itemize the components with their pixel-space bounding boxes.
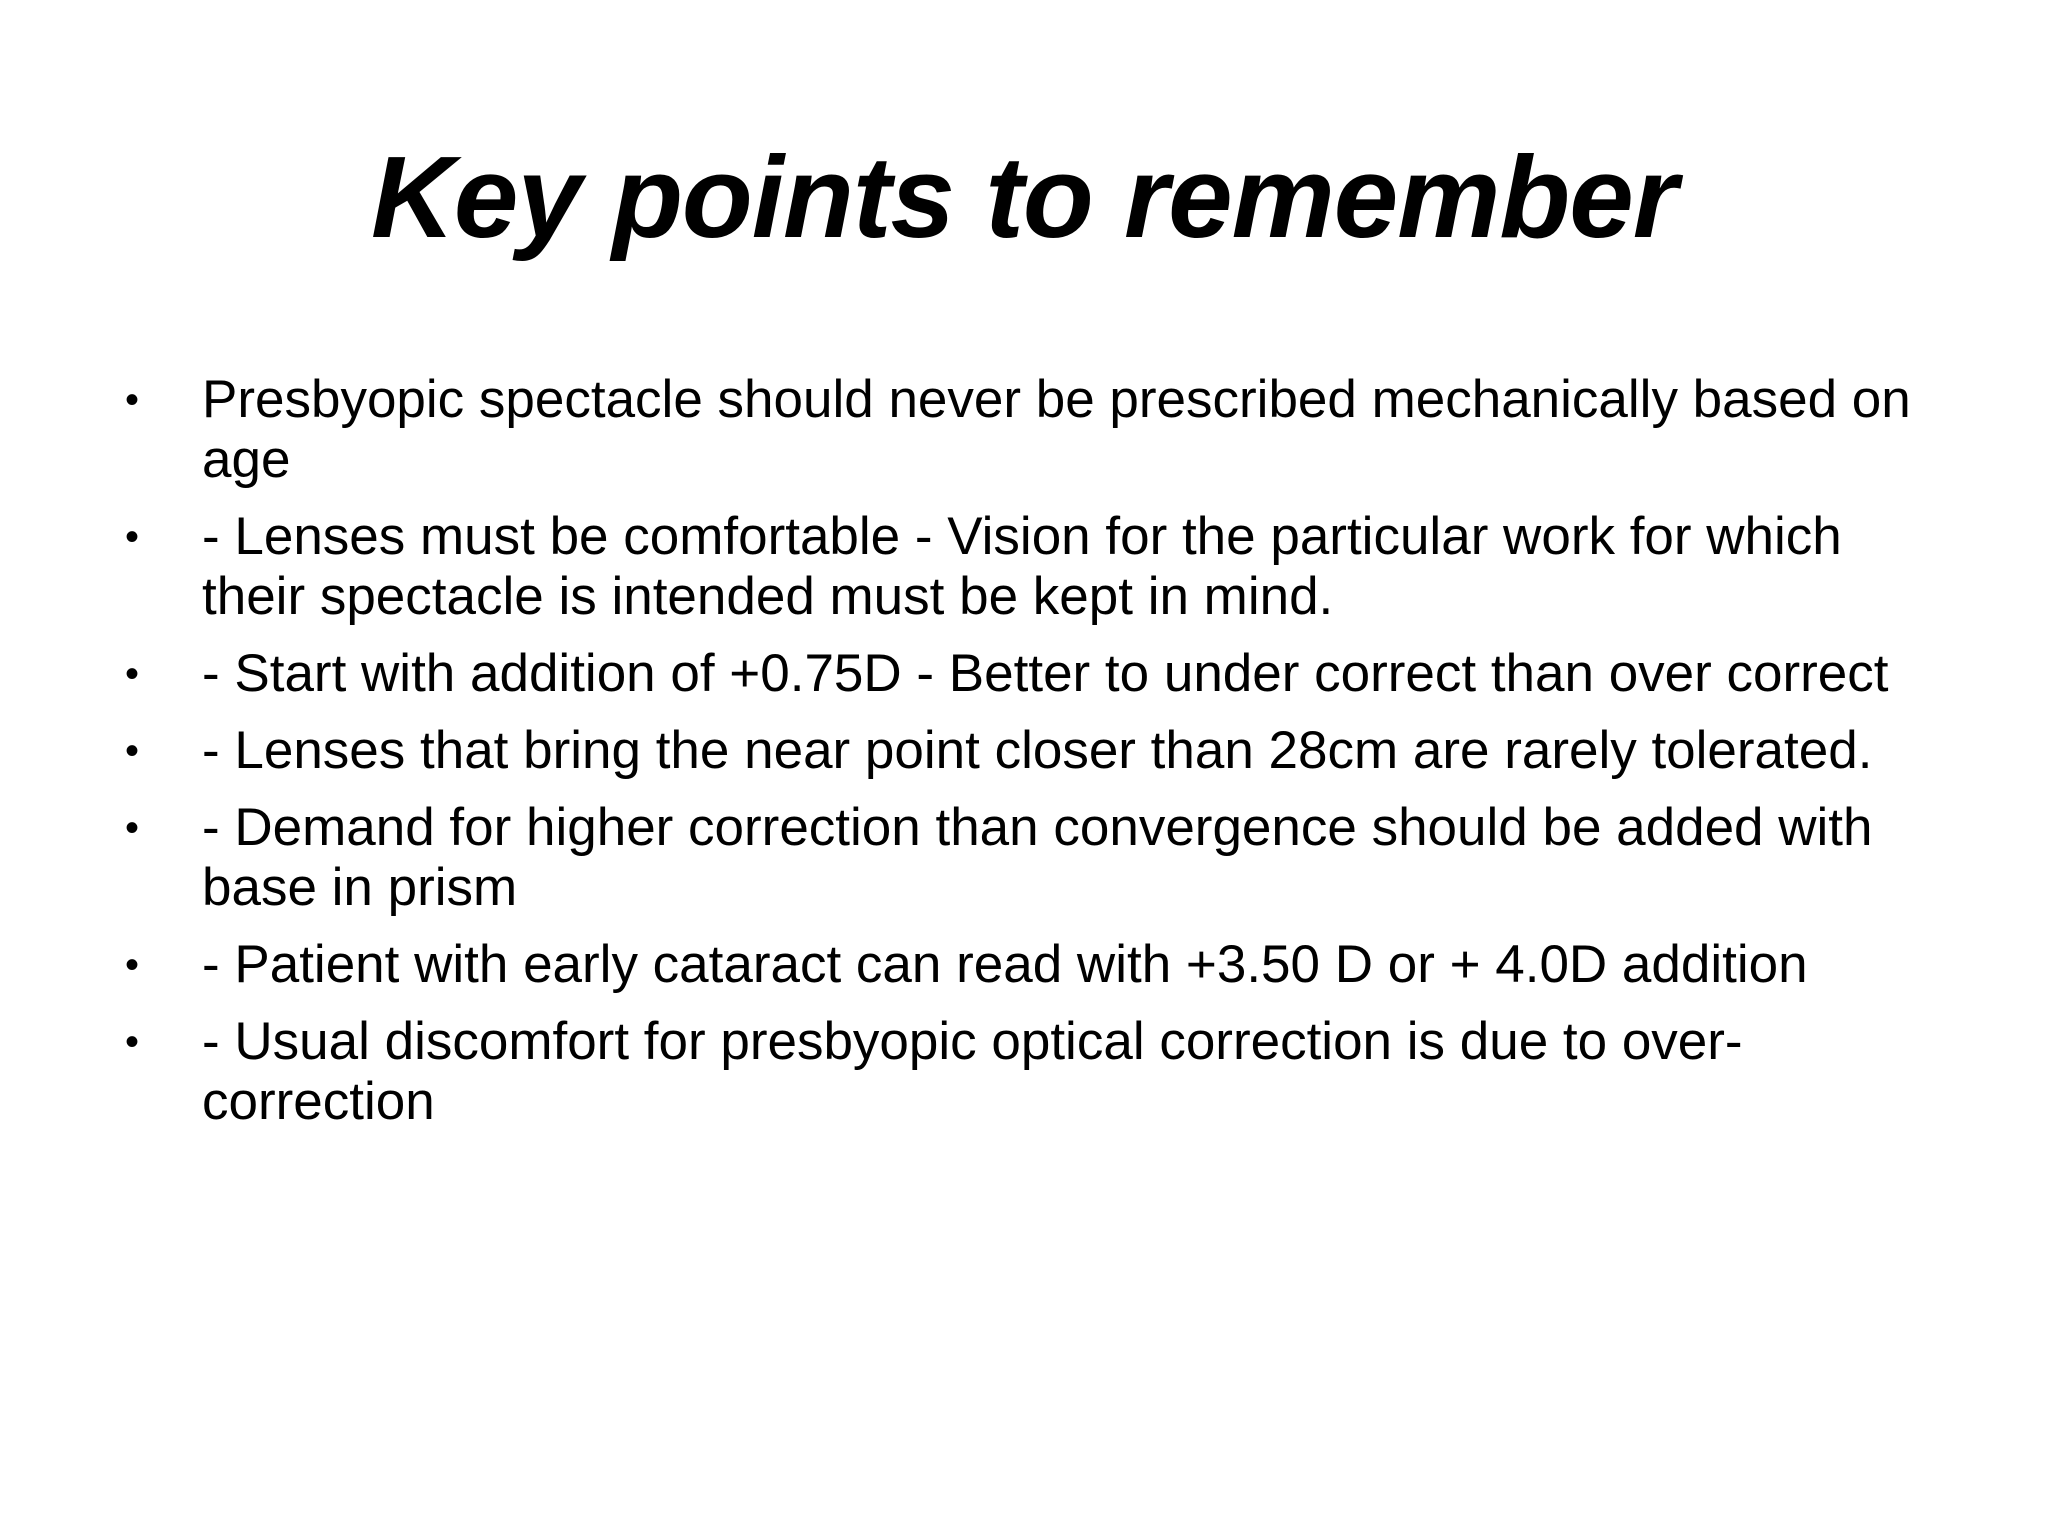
bullet-icon: • bbox=[125, 806, 140, 850]
bullet-icon: • bbox=[125, 1020, 140, 1064]
slide-title: Key points to remember bbox=[371, 132, 1677, 262]
bullet-text: - Lenses must be comfortable - Vision for the particular work for which their spectacle is intended must be kept in mind. bbox=[202, 507, 1842, 626]
bullet-icon: • bbox=[125, 378, 140, 422]
bullet-text: - Patient with early cataract can read with +3.50 D or + 4.0D addition bbox=[202, 935, 1808, 994]
bullet-text: - Lenses that bring the near point closer than 28cm are rarely tolerated. bbox=[202, 721, 1873, 780]
bullet-icon: • bbox=[125, 652, 140, 696]
bullet-text: Presbyopic spectacle should never be prescribed mechanically based on age bbox=[202, 370, 1911, 489]
bullet-icon: • bbox=[125, 729, 140, 773]
bullet-item bbox=[120, 798, 1930, 918]
bullet-icon: • bbox=[125, 515, 140, 559]
bullet-item bbox=[120, 721, 1930, 781]
bullet-item bbox=[120, 935, 1930, 995]
bullet-item bbox=[120, 507, 1930, 627]
bullet-item bbox=[120, 644, 1930, 704]
bullet-icon: • bbox=[125, 943, 140, 987]
bullet-item bbox=[120, 370, 1930, 490]
bullet-list bbox=[120, 370, 1930, 1149]
bullet-text: - Demand for higher correction than convergence should be added with base in prism bbox=[202, 798, 1873, 917]
bullet-text: - Start with addition of +0.75D - Better to under correct than over correct bbox=[202, 644, 1889, 703]
bullet-item bbox=[120, 1012, 1930, 1132]
bullet-text: - Usual discomfort for presbyopic optical correction is due to over-correction bbox=[202, 1012, 1743, 1131]
